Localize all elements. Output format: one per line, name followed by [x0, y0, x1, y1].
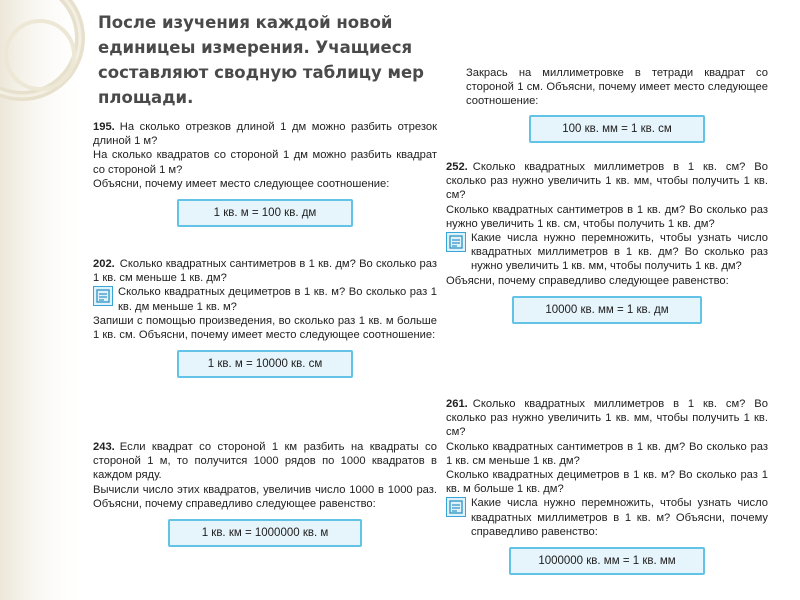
task-text: Объясни, почему имеет место следующее соотношение:	[93, 177, 390, 190]
formula-box: 100 кв. мм = 1 кв. см	[529, 115, 705, 143]
task-text: Сколько квадратных сантиметров в 1 кв. дм? Во сколько раз 1 кв. см меньше 1 кв. дм?	[446, 440, 768, 467]
task-243	[93, 440, 437, 596]
calculator-icon	[93, 286, 113, 306]
task-number: 195.	[93, 121, 115, 133]
task-number: 243.	[93, 441, 115, 453]
task-text: Сколько квадратных дециметров в 1 кв. м? Во сколько раз 1 кв. дм меньше 1 кв. м?	[118, 286, 437, 313]
task-text: Если квадрат со стороной 1 км разбить на квадраты со стороной 1 м, то получится 1000 рядов по 1000 квадратов в каждом ряду.	[93, 441, 437, 482]
task-number: 252.	[446, 161, 468, 173]
task-text: Сколько квадратных сантиметров в 1 кв. дм? Во сколько раз 1 кв. см меньше 1 кв. дм?	[93, 258, 437, 285]
formula-box: 1 кв. км = 1000000 кв. м	[168, 519, 362, 547]
task-195	[93, 120, 437, 256]
slide-title: После изучения каждой новой единицеы измерения. Учащиеся составляют сводную таблицу мер площади.	[98, 13, 424, 107]
formula-box: 1 кв. м = 10000 кв. см	[177, 350, 353, 378]
task-text: Сколько квадратных миллиметров в 1 кв. см? Во сколько раз нужно увеличить 1 кв. мм, чтобы получить 1 кв. см?	[446, 161, 768, 202]
formula-box: 10000 кв. мм = 1 кв. дм	[512, 296, 702, 324]
task-text: Вычисли число этих квадратов, увеличив число 1000 в 1000 раз. Объясни, почему справедливо следующее равенство:	[93, 483, 437, 510]
textbook-fragment-top-right	[466, 66, 768, 162]
task-text: Запиши с помощью произведения, во сколько раз 1 кв. м больше 1 кв. см. Объясни, почему имеет место следующее соотношение:	[93, 314, 437, 342]
task-text: Закрась на миллиметровке в тетради квадрат со стороной 1 см. Объясни, почему имеет место следующее соотношение:	[466, 67, 768, 108]
calculator-icon	[446, 232, 466, 252]
task-text: На сколько квадратов со стороной 1 дм можно разбить квадрат со стороной 1 м?	[93, 149, 437, 176]
task-text: Сколько квадратных миллиметров в 1 кв. см? Во сколько раз нужно увеличить 1 кв. мм, чтобы получить 1 кв. см?	[446, 398, 768, 439]
task-202	[93, 257, 437, 423]
task-text: Объясни, почему справедливо следующее равенство:	[446, 274, 729, 287]
task-text: Сколько квадратных сантиметров в 1 кв. дм? Во сколько раз нужно увеличить 1 кв. см, чтобы получить 1 кв. дм?	[446, 203, 768, 230]
calculator-icon	[446, 497, 466, 517]
task-text: На сколько отрезков длиной 1 дм можно разбить отрезок длиной 1 м?	[93, 121, 437, 148]
task-text: Какие числа нужно перемножить, чтобы узнать число квадратных миллиметров в 1 кв. м? Объясни, почему справедливо равенство:	[471, 497, 768, 538]
task-text: Какие числа нужно перемножить, чтобы узнать число квадратных миллиметров в 1 кв. дм? Во сколько раз нужно увеличить 1 кв. мм, чтобы получить 1 кв. дм?	[471, 232, 768, 273]
task-number: 261.	[446, 398, 468, 410]
task-number: 202.	[93, 258, 115, 270]
task-text: Сколько квадратных дециметров в 1 кв. м? Во сколько раз 1 кв. м больше 1 кв. дм?	[446, 469, 768, 496]
task-252	[446, 160, 768, 398]
formula-box: 1 кв. м = 100 кв. дм	[177, 199, 353, 227]
formula-box: 1000000 кв. мм = 1 кв. мм	[509, 547, 705, 575]
task-261	[446, 397, 768, 595]
